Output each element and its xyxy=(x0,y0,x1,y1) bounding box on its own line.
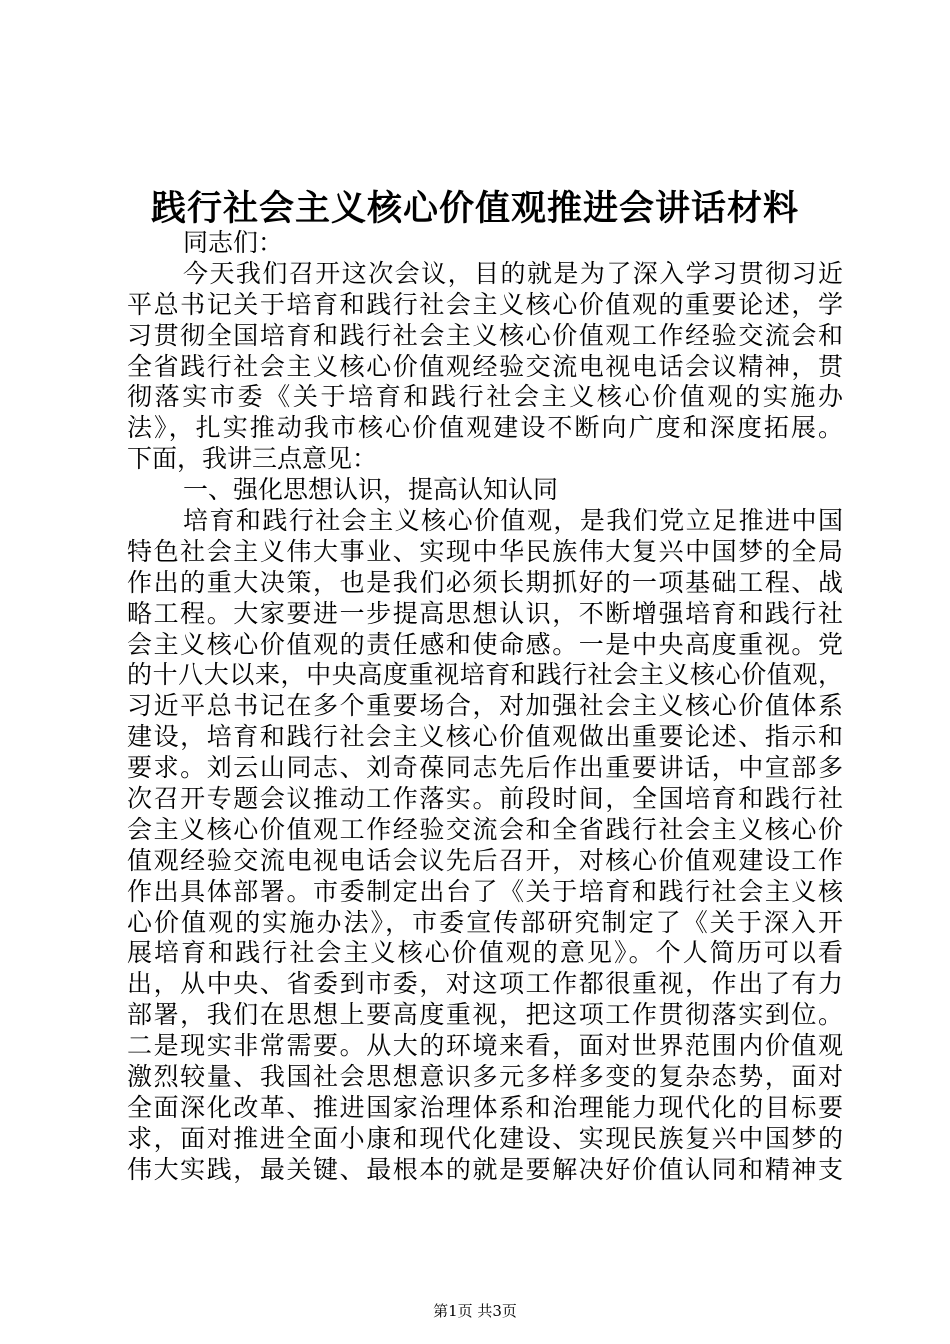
document-title: 践行社会主义核心价值观推进会讲话材料 xyxy=(150,189,799,229)
text-line: 习贯彻全国培育和践行社会主义核心价值观工作经验交流会和 xyxy=(127,320,843,350)
text-line: 伟大实践，最关键、最根本的就是要解决好价值认同和精神支 xyxy=(127,1154,843,1184)
text-line: 展培育和践行社会主义核心价值观的意见》。个人简历可以看 xyxy=(127,938,843,968)
text-line: 一、强化思想认识，提高认知认同 xyxy=(183,475,559,505)
text-line: 心价值观的实施办法》，市委宣传部研究制定了《关于深入开 xyxy=(127,907,843,937)
text-line: 彻落实市委《关于培育和践行社会主义核心价值观的实施办 xyxy=(127,382,843,412)
text-line: 全面深化改革、推进国家治理体系和治理能力现代化的目标要 xyxy=(127,1092,843,1122)
text-line: 略工程。大家要进一步提高思想认识，不断增强培育和践行社 xyxy=(127,598,843,628)
text-line: 次召开专题会议推动工作落实。前段时间，全国培育和践行社 xyxy=(127,784,843,814)
text-line: 习近平总书记在多个重要场合，对加强社会主义核心价值体系 xyxy=(127,691,843,721)
text-line: 全省践行社会主义核心价值观经验交流电视电话会议精神，贯 xyxy=(127,351,843,381)
text-line: 建设，培育和践行社会主义核心价值观做出重要论述、指示和 xyxy=(127,722,843,752)
text-line: 作出具体部署。市委制定出台了《关于培育和践行社会主义核 xyxy=(127,876,843,906)
text-line: 同志们： xyxy=(183,228,284,257)
text-line: 值观经验交流电视电话会议先后召开，对核心价值观建设工作 xyxy=(127,845,843,875)
text-line: 求，面对推进全面小康和现代化建设、实现民族复兴中国梦的 xyxy=(127,1123,843,1153)
document-body xyxy=(127,228,843,1186)
text-line: 下面，我讲三点意见： xyxy=(127,444,378,474)
text-line: 特色社会主义伟大事业、实现中华民族伟大复兴中国梦的全局 xyxy=(127,536,843,566)
text-line: 激烈较量、我国社会思想意识多元多样多变的复杂态势，面对 xyxy=(127,1062,843,1092)
text-line: 出，从中央、省委到市委，对这项工作都很重视，作出了有力 xyxy=(127,969,843,999)
text-line: 会主义核心价值观工作经验交流会和全省践行社会主义核心价 xyxy=(127,814,843,844)
text-line: 培育和践行社会主义核心价值观，是我们党立足推进中国 xyxy=(183,506,843,536)
text-line: 二是现实非常需要。从大的环境来看，面对世界范围内价值观 xyxy=(127,1031,843,1061)
text-line: 平总书记关于培育和践行社会主义核心价值观的重要论述，学 xyxy=(127,289,843,319)
text-line: 会主义核心价值观的责任感和使命感。一是中央高度重视。党 xyxy=(127,629,843,659)
text-line: 法》，扎实推动我市核心价值观建设不断向广度和深度拓展。 xyxy=(127,413,843,443)
text-line: 的十八大以来，中央高度重视培育和践行社会主义核心价值观， xyxy=(127,660,843,690)
text-line: 今天我们召开这次会议，目的就是为了深入学习贯彻习近 xyxy=(183,258,843,288)
text-line: 作出的重大决策，也是我们必须长期抓好的一项基础工程、战 xyxy=(127,567,843,597)
text-line: 要求。刘云山同志、刘奇葆同志先后作出重要讲话，中宣部多 xyxy=(127,753,843,783)
page-footer: 第1页 共3页 xyxy=(433,1302,517,1320)
text-line: 部署，我们在思想上要高度重视，把这项工作贯彻落实到位。 xyxy=(127,1000,843,1030)
